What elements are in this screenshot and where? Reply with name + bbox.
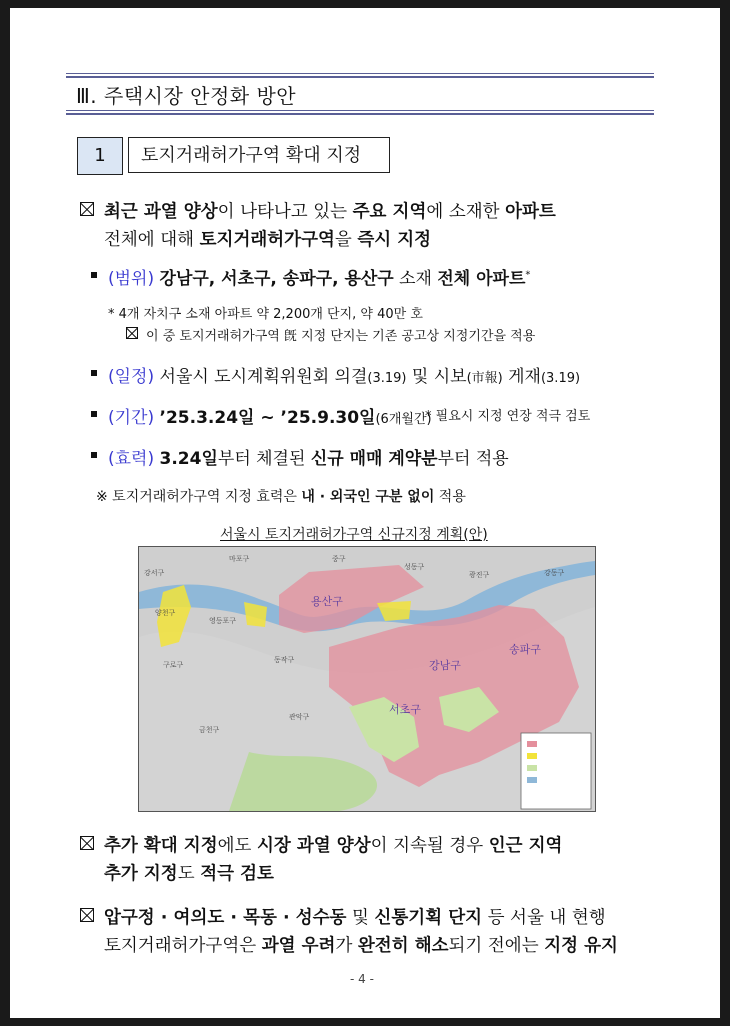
bullet-icon: [91, 452, 97, 458]
text-segment: (범위): [108, 269, 160, 289]
text-segment: 전체 아파트: [437, 269, 526, 289]
text-segment: (기간): [108, 408, 160, 428]
text-segment: 토지거래허가구역: [199, 230, 335, 250]
map-label-geumcheon: 금천구: [199, 726, 220, 734]
text-segment: 전체에 대해: [104, 230, 200, 250]
text-segment: (市報): [466, 371, 503, 386]
scope-note-2: 이 중 토지거래허가구역 旣 지정 단지는 기존 공고상 지정기간을 적용: [146, 329, 536, 344]
map-label-yangcheon: 양천구: [155, 609, 176, 617]
text-segment: 신규 매매 계약분: [310, 449, 438, 469]
text-segment: 을: [334, 230, 358, 250]
map-title: 서울시 토지거래허가구역 신규지정 계획(안): [220, 527, 488, 543]
text-segment: 서울시 도시계획위원회 의결: [159, 367, 368, 387]
text-segment: (3.19): [540, 371, 581, 386]
scope-note-1: * 4개 자치구 소재 아파트 약 2,200개 단지, 약 40만 호: [108, 307, 423, 322]
text-segment: 3.24일: [159, 449, 218, 469]
period-line: [108, 403, 432, 428]
item2-line2: [104, 860, 274, 885]
text-segment: 추가 확대 지정: [104, 836, 218, 856]
map-label-gangnam: 강남구: [429, 659, 461, 672]
map-label-yongsan: 용산구: [311, 595, 343, 608]
map-label-seocho: 서초구: [389, 703, 421, 716]
map-label-gangseo: 강서구: [144, 569, 165, 577]
text-segment: 가: [335, 936, 358, 956]
text-segment: 도: [177, 864, 201, 884]
section-title: Ⅲ. 주택시장 안정화 방안: [76, 84, 297, 108]
text-segment: 과열 우려: [261, 936, 336, 956]
map-label-dongjak: 동작구: [274, 656, 295, 664]
text-segment: 인근 지역: [488, 836, 563, 856]
item1-line2: [104, 226, 431, 251]
item1-line1: [104, 198, 556, 223]
page-number: - 4 -: [350, 972, 374, 986]
text-segment: 최근 과열 양상: [104, 202, 218, 222]
map-label-guro: 구로구: [163, 661, 184, 669]
text-segment: 부터 체결된: [217, 449, 311, 469]
heading-number: 1: [77, 137, 123, 175]
remark-line: [96, 486, 466, 506]
bullet-icon: [91, 370, 97, 376]
text-segment: ’25.3.24일 ~ ’25.9.30일: [159, 408, 376, 428]
map-graphic: [139, 547, 595, 811]
text-segment: 압구정 · 여의도 · 목동 · 성수동: [104, 908, 347, 928]
text-segment: 적극 검토: [200, 864, 274, 884]
item3-line2: [104, 932, 618, 957]
text-segment: 완전히 해소: [357, 936, 449, 956]
text-segment: 및: [346, 908, 375, 928]
text-segment: 아파트: [505, 202, 556, 222]
map-label-gwanak: 관악구: [289, 713, 310, 721]
text-segment: 신통기획 단지: [374, 908, 483, 928]
text-segment: *: [525, 269, 531, 281]
checkbox-icon: [126, 327, 138, 339]
text-segment: 적용: [434, 489, 466, 505]
map-label-yeongdeungpo: 영등포구: [209, 617, 237, 625]
map-label-seongdong: 성동구: [404, 563, 425, 571]
map-label-gangdong: 강동구: [544, 569, 565, 577]
text-segment: 즉시 지정: [357, 230, 432, 250]
text-segment: 및 시보: [406, 367, 467, 387]
checkbox-icon: [80, 836, 94, 850]
text-segment: 주요 지역: [352, 202, 427, 222]
text-segment: (효력): [108, 449, 160, 469]
map-label-songpa: 송파구: [509, 643, 541, 656]
text-segment: 토지거래허가구역은: [104, 936, 262, 956]
heading-title: 토지거래허가구역 확대 지정: [128, 137, 390, 173]
seoul-zone-map: [138, 546, 596, 812]
bullet-icon: [91, 411, 97, 417]
map-label-jung: 중구: [332, 555, 346, 563]
text-segment: 이 지속될 경우: [370, 836, 489, 856]
title-rule-bottom: [66, 110, 654, 115]
text-segment: 소재: [393, 269, 438, 289]
bullet-icon: [91, 272, 97, 278]
effect-line: [108, 444, 509, 469]
map-label-gwangjin: 광진구: [469, 571, 490, 579]
map-label-mapo: 마포구: [229, 555, 250, 563]
item3-line1: [104, 904, 606, 929]
item2-line1: [104, 832, 562, 857]
text-segment: (6개월간): [375, 412, 432, 427]
text-segment: 지정 유지: [544, 936, 618, 956]
schedule-line: [108, 362, 580, 387]
text-segment: 되기 전에는: [448, 936, 545, 956]
text-segment: ※ 토지거래허가구역 지정 효력은: [96, 489, 302, 505]
period-note: * 필요시 지정 연장 적극 검토: [425, 409, 591, 424]
text-segment: 에 소재한: [426, 202, 506, 222]
text-segment: 부터 적용: [437, 449, 509, 469]
text-segment: 게재: [502, 367, 541, 387]
text-segment: 에도: [217, 836, 257, 856]
checkbox-icon: [80, 202, 94, 216]
title-rule-top: [66, 73, 654, 78]
text-segment: (일정): [108, 367, 160, 387]
scope-line: [108, 264, 530, 289]
text-segment: 강남구, 서초구, 송파구, 용산구: [159, 269, 394, 289]
text-segment: 시장 과열 양상: [257, 836, 371, 856]
text-segment: 이 나타나고 있는: [217, 202, 353, 222]
text-segment: 등 서울 내 현행: [482, 908, 606, 928]
text-segment: 내 · 외국인 구분 없이: [301, 489, 435, 505]
text-segment: (3.19): [367, 371, 407, 386]
checkbox-icon: [80, 908, 94, 922]
text-segment: 추가 지정: [104, 864, 178, 884]
